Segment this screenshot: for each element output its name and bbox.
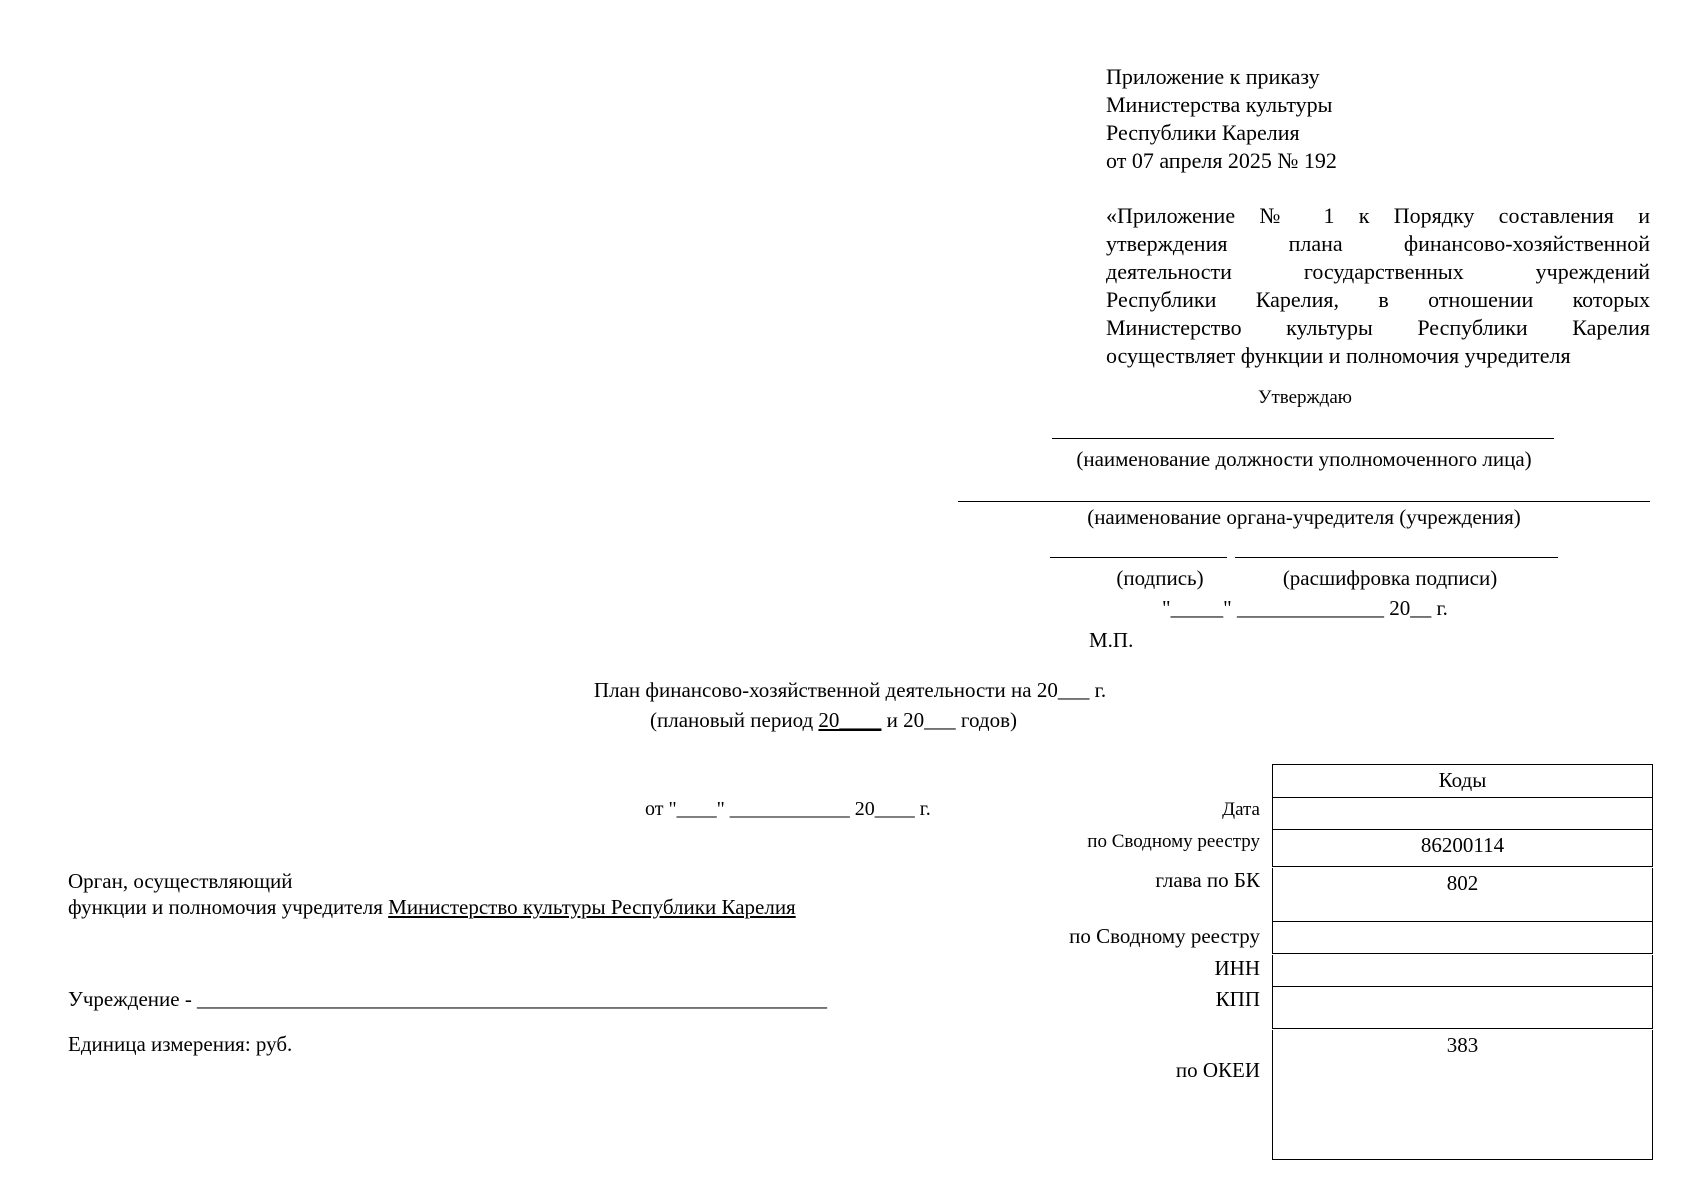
codes-cell-okei: 383 xyxy=(1272,1030,1653,1160)
annex-line: утверждения плана финансово-хозяйственной xyxy=(1106,231,1650,256)
appendix-header xyxy=(1106,63,1337,175)
plan-period-year1: 20____ xyxy=(818,708,882,732)
codes-label-registry-2: по Сводному реестру xyxy=(1069,924,1260,948)
annex-line: Министерство культуры Республики Карелия xyxy=(1106,315,1650,340)
appendix-line: Республики Карелия xyxy=(1106,120,1300,145)
annex-line: деятельности государственных учреждений xyxy=(1106,259,1650,284)
codes-cell-date xyxy=(1272,798,1653,830)
codes-cell-registry-2 xyxy=(1272,922,1653,954)
approval-title: Утверждаю xyxy=(1258,387,1352,408)
codes-cell-inn xyxy=(1272,955,1653,987)
plan-title: План финансово-хозяйственной деятельности на 20___ г. xyxy=(593,678,1107,702)
appendix-line: от 07 апреля 2025 № 192 xyxy=(1106,148,1337,173)
codes-cell-registry: 86200114 xyxy=(1272,830,1653,867)
plan-period-rest: и 20___ годов) xyxy=(881,708,1017,732)
codes-label-inn: ИНН xyxy=(1214,956,1260,980)
signature-caption: (подпись) xyxy=(1116,566,1204,590)
organ-name: Министерство культуры Республики Карелия xyxy=(388,895,796,919)
annex-line: «Приложение № 1 к Порядку составления и xyxy=(1106,203,1650,228)
annex-paragraph xyxy=(1106,202,1650,370)
approval-date-line: "_____" ______________ 20__ г. xyxy=(1162,596,1448,620)
signature-decode-caption: (расшифровка подписи) xyxy=(1282,566,1498,590)
annex-line: осуществляет функции и полномочия учредителя xyxy=(1106,343,1571,368)
organ-label-prefix: функции и полномочия учредителя xyxy=(68,895,389,919)
codes-label-budget-chapter: глава по БК xyxy=(1155,868,1260,892)
codes-header: Коды xyxy=(1272,764,1653,798)
annex-line: Республики Карелия, в отношении которых xyxy=(1106,287,1650,312)
signature-line xyxy=(1050,557,1227,558)
organ-label-line2 xyxy=(68,894,796,920)
position-signature-line xyxy=(1052,438,1554,439)
organ-label-line1: Орган, осуществляющий xyxy=(68,869,293,893)
organ-caption: (наименование органа-учредителя (учреждения) xyxy=(1087,505,1521,529)
seal-placeholder: М.П. xyxy=(1089,628,1134,652)
appendix-line: Приложение к приказу xyxy=(1106,64,1320,89)
plan-period xyxy=(650,707,1017,733)
codes-cell-budget-chapter: 802 xyxy=(1272,868,1653,922)
unit-of-measure: Единица измерения: руб. xyxy=(68,1032,293,1056)
organ-signature-line xyxy=(958,501,1650,502)
signature-decode-line xyxy=(1235,557,1558,558)
codes-label-kpp: КПП xyxy=(1215,987,1260,1011)
institution-line: Учреждение - ____________________________________________________________ xyxy=(68,987,828,1011)
plan-period-prefix: (плановый период xyxy=(650,708,819,732)
codes-label-okei: по ОКЕИ xyxy=(1175,1058,1260,1082)
codes-table xyxy=(1272,764,1653,1160)
codes-cell-kpp xyxy=(1272,987,1653,1029)
plan-date-line: от "____" ____________ 20____ г. xyxy=(645,798,931,820)
codes-label-registry: по Сводному реестру xyxy=(1087,831,1260,852)
position-caption: (наименование должности уполномоченного лица) xyxy=(1076,447,1532,471)
codes-label-date: Дата xyxy=(1222,799,1260,820)
appendix-line: Министерства культуры xyxy=(1106,92,1333,117)
